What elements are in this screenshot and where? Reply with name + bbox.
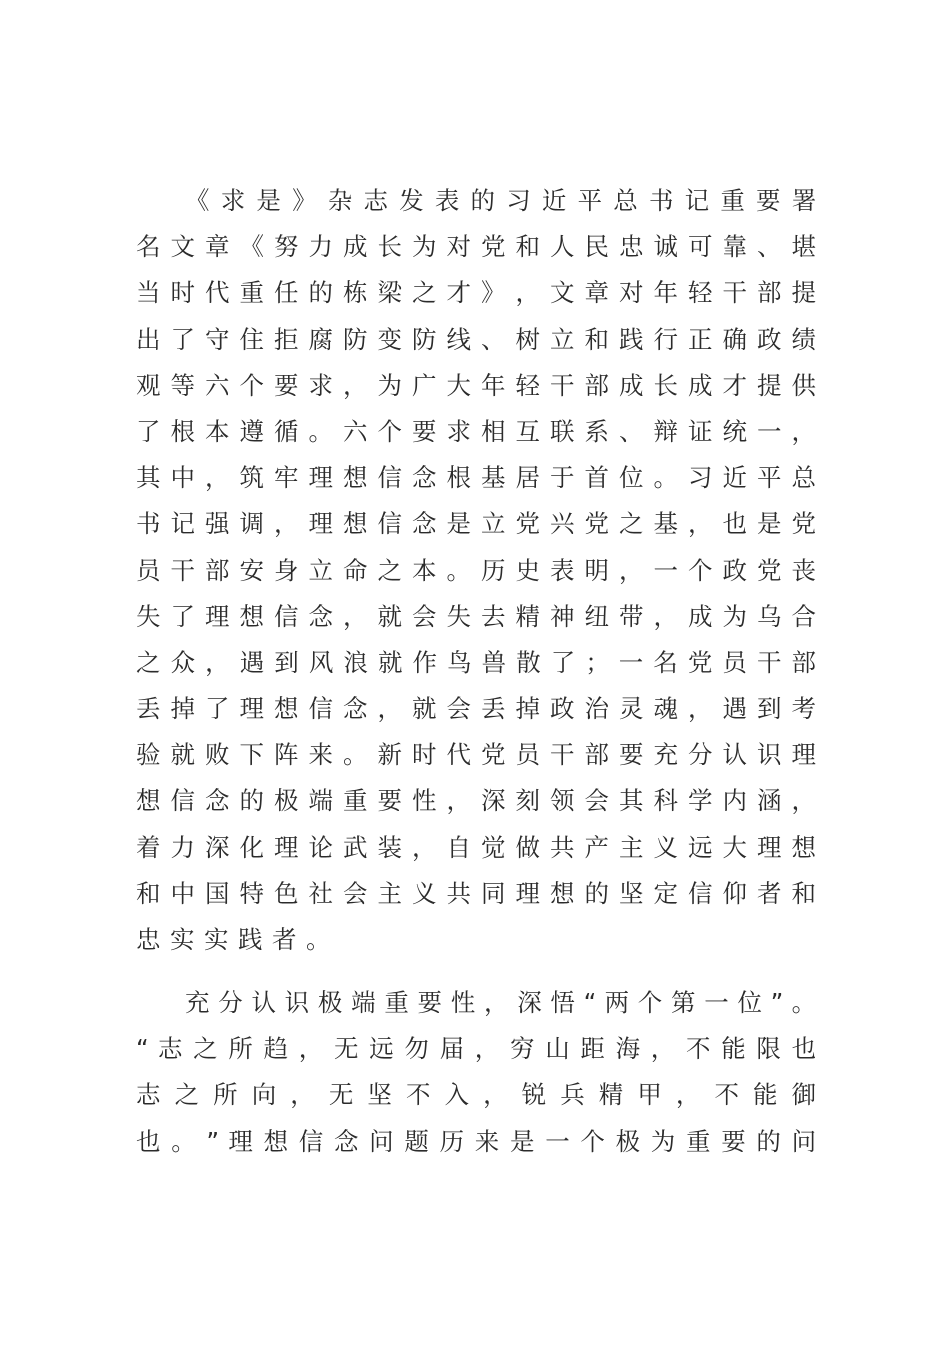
text-line: 其 中 ， 筑 牢 理 想 信 念 根 基 居 于 首 位 。 习 近 平 总 [136,463,816,493]
text-line: 书 记 强 调 ， 理 想 信 念 是 立 党 兴 党 之 基 ， 也 是 党 [136,509,816,539]
text-line: 员 干 部 安 身 立 命 之 本 。 历 史 表 明 ， 一 个 政 党 丧 [136,555,816,585]
text-line: 了 根 本 遵 循 。 六 个 要 求 相 互 联 系 、 辩 证 统 一 ， [136,416,816,446]
text-line: 想 信 念 的 极 端 重 要 性 ， 深 刻 领 会 其 科 学 内 涵 ， [136,786,816,816]
text-line: 《 求 是 》 杂 志 发 表 的 习 近 平 总 书 记 重 要 署 [185,186,817,215]
text-line: 名 文 章 《 努 力 成 长 为 对 党 和 人 民 忠 诚 可 靠 、 堪 [136,232,816,262]
text-line: “ 志 之 所 趋 ， 无 远 勿 届 ， 穷 山 距 海 ， 不 能 限 也 [136,1034,817,1064]
paragraph-2 [136,980,816,1165]
text-line: 丢 掉 了 理 想 信 念 ， 就 会 丢 掉 政 治 灵 魂 ， 遇 到 考 [136,694,816,724]
text-line: 失 了 理 想 信 念 ， 就 会 失 去 精 神 纽 带 ， 成 为 乌 合 [136,601,816,631]
text-line: 观 等 六 个 要 求 ， 为 广 大 年 轻 干 部 成 长 成 才 提 供 [136,370,816,400]
text-line: 之 众 ， 遇 到 风 浪 就 作 鸟 兽 散 了 ； 一 名 党 员 干 部 [136,647,817,677]
text-line: 志 之 所 向 ， 无 坚 不 入 ， 锐 兵 精 甲 ， 不 能 御 [136,1080,817,1110]
text-line: 也 。 ” 理 想 信 念 问 题 历 来 是 一 个 极 为 重 要 的 问 [136,1126,817,1156]
text-line: 着 力 深 化 理 论 武 装 ， 自 觉 做 共 产 主 义 远 大 理 想 [136,832,816,862]
text-line: 和 中 国 特 色 社 会 主 义 共 同 理 想 的 坚 定 信 仰 者 和 [136,878,816,908]
text-line: 忠实实践者。 [136,925,340,954]
text-line: 当 时 代 重 任 的 栋 梁 之 才 》 ， 文 章 对 年 轻 干 部 提 [136,278,816,308]
text-line: 充 分 认 识 极 端 重 要 性 ， 深 悟 “ 两 个 第 一 位 ” 。 [185,988,817,1017]
paragraph-1 [136,178,816,963]
text-line: 验 就 败 下 阵 来 。 新 时 代 党 员 干 部 要 充 分 认 识 理 [136,740,816,770]
text-line: 出 了 守 住 拒 腐 防 变 防 线 、 树 立 和 践 行 正 确 政 绩 [136,324,816,354]
